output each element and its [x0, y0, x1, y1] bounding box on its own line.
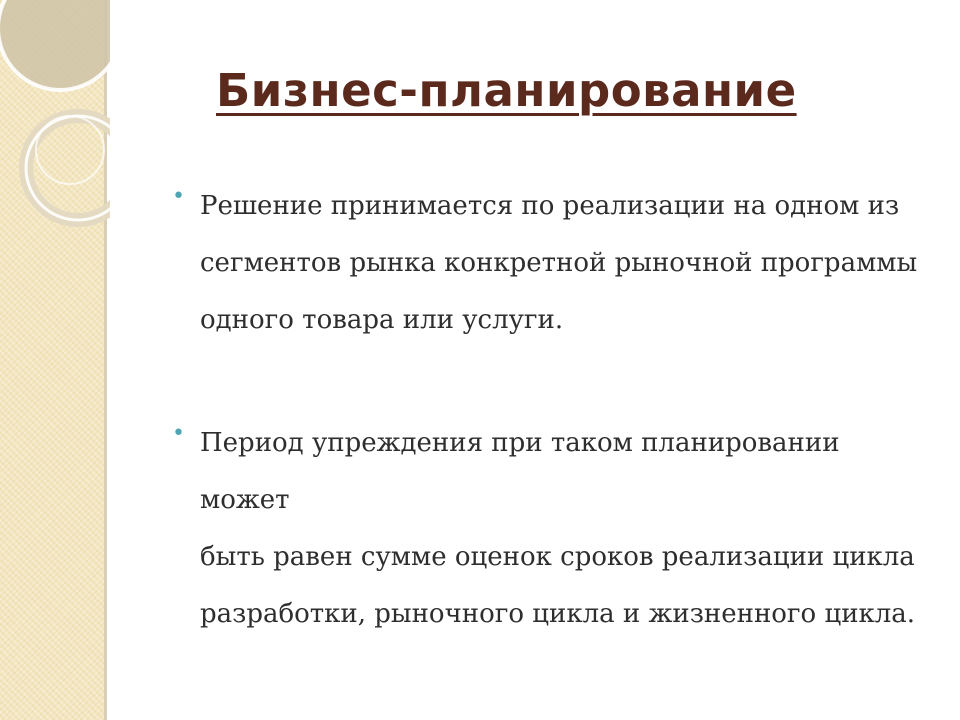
bullet-line: сегментов рынка конкретной рыночной программы [200, 248, 918, 278]
bullet-list [172, 178, 932, 643]
bullet-item [172, 415, 932, 643]
bullet-dot-icon: • [172, 421, 185, 446]
ring-small [36, 116, 104, 184]
bullet-line: быть равен сумме оценок сроков реализации цикла [200, 542, 915, 572]
ring-top-fill [0, 0, 110, 90]
bullet-line: одного товара или услуги. [200, 305, 564, 335]
bullet-dot-icon: • [172, 184, 185, 209]
slide-title: Бизнес-планирование [216, 64, 797, 117]
bullet-item [172, 178, 932, 349]
bullet-line: Период упреждения при таком планировании может [200, 428, 840, 515]
decorative-rings [0, 0, 110, 260]
bullet-line: Решение принимается по реализации на одном из [200, 191, 900, 221]
bullet-line: разработки, рыночного цикла и жизненного цикла. [200, 599, 916, 629]
